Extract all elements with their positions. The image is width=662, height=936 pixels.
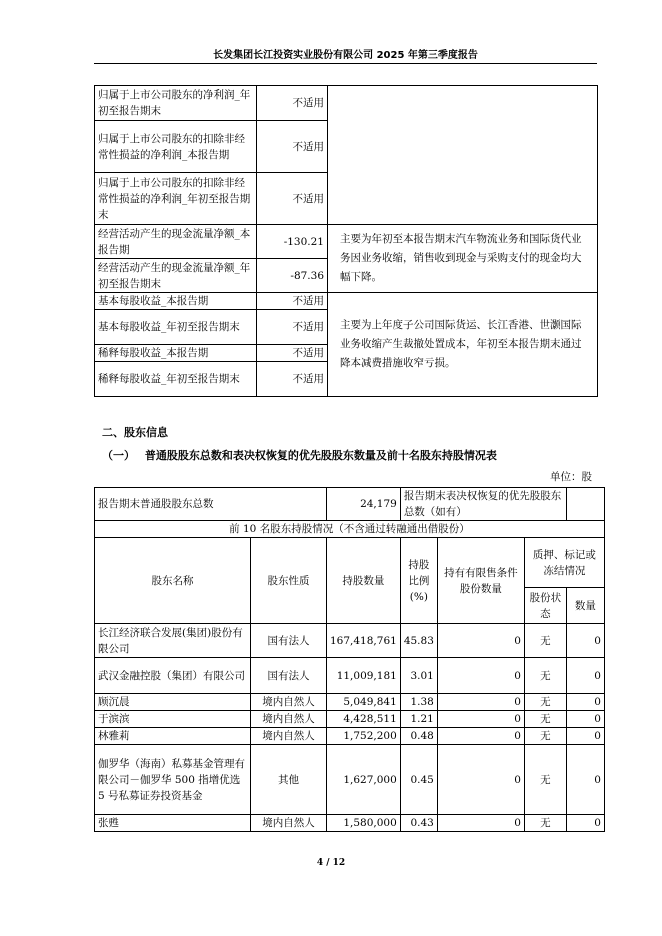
holder-shares: 1,627,000 (327, 745, 401, 815)
holder-qty: 0 (566, 745, 604, 815)
holder-status: 无 (524, 745, 566, 815)
row-value: -87.36 (257, 259, 328, 293)
table-row (95, 711, 605, 728)
holder-name: 于滨滨 (95, 711, 251, 728)
holder-restricted: 0 (437, 694, 524, 711)
table-row (95, 293, 598, 310)
holder-nature: 国有法人 (251, 658, 327, 694)
holder-qty: 0 (566, 624, 604, 658)
holder-nature: 境内自然人 (251, 728, 327, 745)
holder-name: 顾沉晨 (95, 694, 251, 711)
holder-shares: 11,009,181 (327, 658, 401, 694)
holder-status: 无 (524, 694, 566, 711)
preferred-holders-value (566, 488, 604, 521)
row-label: 经营活动产生的现金流量净额_年初至报告期末 (95, 259, 257, 293)
top10-title-row (95, 521, 605, 538)
holder-qty: 0 (566, 815, 604, 832)
total-holders-label: 报告期末普通股股东总数 (95, 488, 327, 521)
page-number: 4 / 12 (316, 858, 346, 868)
holder-qty: 0 (566, 658, 604, 694)
holder-ratio: 1.38 (400, 694, 437, 711)
holder-shares: 1,580,000 (327, 815, 401, 832)
header-row (95, 538, 605, 588)
row-value: 不适用 (257, 310, 328, 345)
unit-label: 单位：股 (550, 471, 592, 483)
row-value: 不适用 (257, 293, 328, 310)
holder-shares: 4,428,511 (327, 711, 401, 728)
row-value: 不适用 (257, 86, 328, 121)
row-value: -130.21 (257, 225, 328, 259)
holder-qty: 0 (566, 711, 604, 728)
table-row (95, 694, 605, 711)
table-row (95, 86, 598, 121)
table-row (95, 658, 605, 694)
holder-ratio: 1.21 (400, 711, 437, 728)
holder-nature: 境内自然人 (251, 711, 327, 728)
holder-name: 林雅莉 (95, 728, 251, 745)
holder-restricted: 0 (437, 624, 524, 658)
summary-row (95, 488, 605, 521)
row-label: 归属于上市公司股东的扣除非经常性损益的净利润_本报告期 (95, 121, 257, 173)
holder-nature: 其他 (251, 745, 327, 815)
row-label: 稀释每股收益_年初至报告期末 (95, 362, 257, 397)
holder-ratio: 45.83 (400, 624, 437, 658)
header-status: 股份状态 (524, 588, 566, 624)
subsection-number: （一） (102, 449, 135, 462)
holder-restricted: 0 (437, 658, 524, 694)
top10-title: 前 10 名股东持股情况（不含通过转融通出借股份） (95, 521, 605, 538)
financial-indicators-table (94, 85, 598, 397)
table-row (95, 624, 605, 658)
header-name: 股东名称 (95, 538, 251, 624)
row-label: 基本每股收益_年初至报告期末 (95, 310, 257, 345)
row-label: 稀释每股收益_本报告期 (95, 345, 257, 362)
subsection-title (102, 447, 497, 463)
holder-nature: 境内自然人 (251, 815, 327, 832)
header-nature: 股东性质 (251, 538, 327, 624)
holder-restricted: 0 (437, 815, 524, 832)
row-label: 基本每股收益_本报告期 (95, 293, 257, 310)
row-label: 归属于上市公司股东的扣除非经常性损益的净利润_年初至报告期末 (95, 173, 257, 225)
table-row (95, 745, 605, 815)
row-label: 归属于上市公司股东的净利润_年初至报告期末 (95, 86, 257, 121)
eps-note: 主要为上年度子公司国际货运、长江香港、世灏国际业务收缩产生裁撤处置成本，年初至本报告期末通过降本减费措施收窄亏损。 (328, 293, 598, 397)
holder-nature: 境内自然人 (251, 694, 327, 711)
holder-name: 伽罗华（海南）私募基金管理有限公司－伽罗华 500 指增优选 5 号私募证券投资基金 (95, 745, 251, 815)
holder-shares: 1,752,200 (327, 728, 401, 745)
row-value: 不适用 (257, 362, 328, 397)
holder-name: 长江经济联合发展(集团)股份有限公司 (95, 624, 251, 658)
preferred-holders-label: 报告期末表决权恢复的优先股股东总数（如有） (400, 488, 566, 521)
holder-status: 无 (524, 711, 566, 728)
holder-restricted: 0 (437, 711, 524, 728)
shareholders-table (94, 487, 605, 832)
holder-ratio: 0.43 (400, 815, 437, 832)
holder-shares: 5,049,841 (327, 694, 401, 711)
row-label: 经营活动产生的现金流量净额_本报告期 (95, 225, 257, 259)
header-shares: 持股数量 (327, 538, 401, 624)
row-value: 不适用 (257, 173, 328, 225)
holder-restricted: 0 (437, 745, 524, 815)
holder-ratio: 0.48 (400, 728, 437, 745)
row-value: 不适用 (257, 345, 328, 362)
holder-qty: 0 (566, 694, 604, 711)
header-restricted: 持有有限售条件股份数量 (437, 538, 524, 624)
cashflow-note: 主要为年初至本报告期末汽车物流业务和国际货代业务因业务收缩，销售收到现金与采购支付的现金均大幅下降。 (328, 225, 598, 293)
row-value: 不适用 (257, 121, 328, 173)
header-ratio: 持股比例(%) (400, 538, 437, 624)
holder-nature: 国有法人 (251, 624, 327, 658)
report-header: 长发集团长江投资实业股份有限公司 2025 年第三季度报告 (213, 50, 478, 61)
header-divider (94, 63, 597, 64)
holder-restricted: 0 (437, 728, 524, 745)
holder-status: 无 (524, 624, 566, 658)
empty-note-cell (328, 86, 598, 225)
holder-name: 武汉金融控股（集团）有限公司 (95, 658, 251, 694)
holder-qty: 0 (566, 728, 604, 745)
holder-status: 无 (524, 815, 566, 832)
table-row (95, 728, 605, 745)
total-holders-value: 24,179 (327, 488, 401, 521)
holder-status: 无 (524, 658, 566, 694)
table-row (95, 815, 605, 832)
holder-name: 张甦 (95, 815, 251, 832)
holder-ratio: 0.45 (400, 745, 437, 815)
table-row (95, 225, 598, 259)
holder-shares: 167,418,761 (327, 624, 401, 658)
holder-status: 无 (524, 728, 566, 745)
header-qty: 数量 (566, 588, 604, 624)
section-title: 二、股东信息 (102, 426, 168, 439)
subsection-text: 普通股股东总数和表决权恢复的优先股股东数量及前十名股东持股情况表 (144, 449, 497, 462)
holder-ratio: 3.01 (400, 658, 437, 694)
header-pledge: 质押、标记或冻结情况 (524, 538, 604, 588)
